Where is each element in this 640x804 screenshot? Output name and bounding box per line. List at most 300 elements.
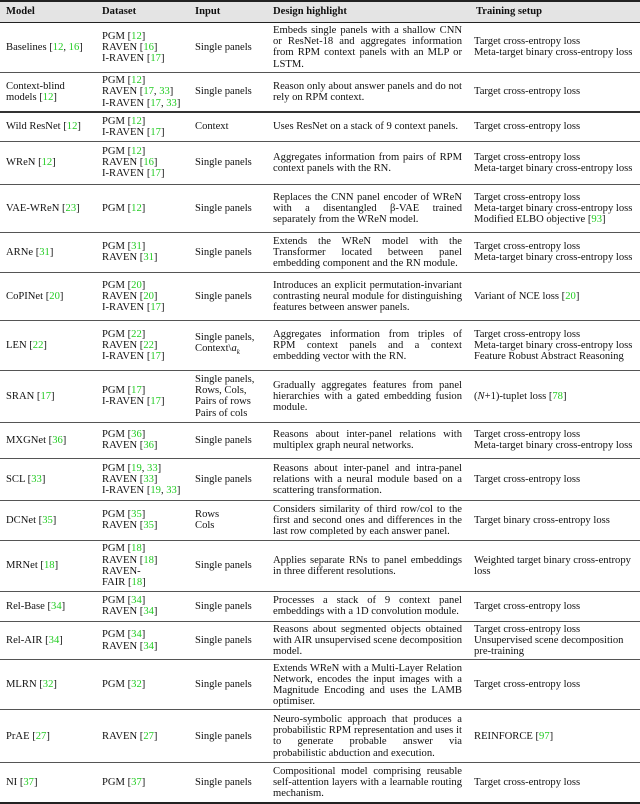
citation-link[interactable]: 33	[143, 473, 154, 485]
dataset-cell-text: PGM [12]	[102, 115, 146, 127]
dataset-cell-text: PGM [12]	[102, 146, 146, 157]
table-header	[0, 1, 640, 23]
dataset-cell-text: RAVEN [33]	[102, 473, 158, 485]
design-cell-text: Extends the WReN model with the Transformer located between panel embedding component and the RN module.	[273, 235, 462, 269]
dataset-cell-text: RAVEN [36]	[102, 440, 158, 452]
dataset-cell	[96, 710, 189, 763]
design-cell-text: Introduces an explicit permutation-invariant contrasting neural module for distinguishing features between answer panels.	[273, 279, 462, 313]
header-dataset: Dataset	[102, 6, 137, 18]
input-cell-text: Single panels	[195, 86, 252, 98]
dataset-cell-text: RAVEN [16]	[102, 157, 158, 169]
training-cell	[470, 458, 640, 500]
training-cell-text: Variant of NCE loss [20]	[474, 290, 580, 302]
training-cell	[470, 370, 640, 422]
dataset-cell-text: PGM [37]	[102, 777, 146, 789]
citation-link[interactable]: 20	[143, 290, 154, 302]
citation-link[interactable]: 34	[131, 595, 142, 607]
table-row	[0, 422, 640, 458]
input-cell-text: Single panels	[195, 679, 252, 691]
header-training-setup: Training setup	[476, 6, 543, 18]
dataset-cell	[96, 763, 189, 803]
citation-link[interactable]: 33	[31, 473, 42, 485]
header-design-highlight: Design highlight	[273, 6, 347, 18]
citation-link[interactable]: 34	[131, 629, 142, 641]
dataset-cell	[96, 184, 189, 232]
design-cell-text: Reasons about segmented objects obtained with AIR unsupervised scene decomposition model.	[273, 623, 462, 658]
model-cell	[0, 422, 96, 458]
dataset-cell	[96, 141, 189, 184]
header-model: Model	[6, 6, 35, 18]
model-cell	[0, 591, 96, 621]
input-cell	[189, 422, 267, 458]
model-cell	[0, 232, 96, 272]
training-cell-text: Target cross-entropy loss	[474, 151, 581, 163]
training-cell-text: Meta-target binary cross-entropy loss	[474, 162, 633, 174]
dataset-cell	[96, 540, 189, 591]
training-cell	[470, 422, 640, 458]
training-cell-text: Target cross-entropy loss	[474, 121, 581, 133]
training-cell	[470, 710, 640, 763]
dataset-cell-text: FAIR [18]	[102, 577, 146, 589]
input-cell-text: Rows	[195, 509, 220, 521]
training-cell-text: Modified ELBO objective [93]	[474, 213, 606, 225]
citation-link[interactable]: 34	[51, 600, 62, 612]
table-row	[0, 540, 640, 591]
design-cell-text: Applies separate RNs to panel embeddings in three different resolutions.	[273, 554, 462, 577]
training-cell-text: (N+1)-tuplet loss [78]	[474, 390, 567, 402]
training-cell-text: Target cross-entropy loss	[474, 623, 581, 635]
model-cell-text: NI [37]	[6, 777, 38, 789]
model-cell-text: Rel-AIR [34]	[6, 635, 63, 647]
model-cell-text: WReN [12]	[6, 157, 56, 169]
training-cell-text: Target cross-entropy loss	[474, 429, 581, 441]
input-cell-text: Single panels	[195, 635, 252, 647]
training-cell-text: Target binary cross-entropy loss	[474, 514, 610, 526]
training-cell-text: Meta-target binary cross-entropy loss	[474, 339, 633, 351]
design-cell	[267, 141, 470, 184]
training-cell	[470, 660, 640, 710]
dataset-cell	[96, 500, 189, 540]
citation-link[interactable]: 23	[65, 202, 77, 214]
model-cell-text: MRNet [18]	[6, 560, 59, 572]
citation-link[interactable]: 18	[43, 560, 55, 572]
design-cell	[267, 500, 470, 540]
citation-link[interactable]: 36	[143, 440, 154, 452]
dataset-cell-text: PGM [32]	[102, 679, 146, 691]
input-cell	[189, 763, 267, 803]
dataset-cell-text: RAVEN [34]	[102, 606, 158, 618]
table-row	[0, 458, 640, 500]
dataset-cell-text: I-RAVEN [17]	[102, 396, 165, 408]
training-cell-text: Target cross-entropy loss	[474, 600, 581, 612]
citation-link[interactable]: 17	[131, 385, 142, 397]
input-cell	[189, 540, 267, 591]
dataset-cell-text: PGM [12]	[102, 75, 146, 87]
training-cell-text: Target cross-entropy loss	[474, 86, 581, 98]
design-cell-text: Extends WReN with a Multi-Layer Relation Network, encodes the input images with a Magnitude Encoding and uses the LAMB optimiser.	[273, 662, 462, 708]
table-row	[0, 232, 640, 272]
design-cell-text: Gradually aggregates features from panel hierarchies with a gated embedding fusion module.	[273, 379, 462, 413]
citation-link[interactable]: 34	[143, 606, 154, 618]
citation-link[interactable]: 12	[41, 157, 53, 169]
input-cell-text: Single panels	[195, 560, 252, 572]
citation-link[interactable]: 20	[131, 279, 142, 291]
citation-link[interactable]: 12	[131, 115, 142, 127]
input-cell-text: Pairs of rows	[195, 396, 251, 408]
training-cell-text: Meta-target binary cross-entropy loss	[474, 440, 633, 452]
citation-link[interactable]: 33	[159, 86, 170, 98]
design-cell	[267, 320, 470, 370]
input-cell	[189, 370, 267, 422]
table-row	[0, 500, 640, 540]
design-cell-text: Compositional model comprising reusable self-attention layers with a learnable routing mechanism.	[273, 765, 462, 800]
model-cell	[0, 72, 96, 112]
input-cell	[189, 141, 267, 184]
model-cell	[0, 500, 96, 540]
citation-link[interactable]: 12	[52, 41, 64, 53]
input-cell-text: Single panels	[195, 157, 252, 169]
training-cell-text: Weighted target binary cross-entropy loss	[474, 554, 631, 577]
training-cell	[470, 540, 640, 591]
dataset-cell-text: PGM [34]	[102, 595, 146, 607]
citation-link[interactable]: 33	[166, 97, 177, 109]
input-cell-text: Single panels	[195, 600, 252, 612]
model-cell	[0, 710, 96, 763]
citation-link[interactable]: 17	[150, 396, 161, 408]
input-cell-text: Single panels	[195, 246, 252, 258]
citation-link[interactable]: 35	[143, 520, 154, 532]
model-cell-text: LEN [22]	[6, 339, 47, 351]
table-row	[0, 591, 640, 621]
dataset-cell-text: RAVEN [22]	[102, 339, 158, 351]
citation-link[interactable]: 20	[49, 290, 60, 302]
design-cell-text: Reason only about answer panels and do not rely on RPM context.	[273, 80, 462, 104]
training-cell-text: Unsupervised scene decomposition pre-training	[474, 635, 624, 658]
design-cell	[267, 23, 470, 73]
citation-link[interactable]: 12	[131, 202, 142, 214]
table-row	[0, 370, 640, 422]
dataset-cell-text: I-RAVEN [17]	[102, 168, 165, 180]
dataset-cell-text: RAVEN [16]	[102, 41, 158, 53]
input-cell	[189, 591, 267, 621]
input-cell	[189, 112, 267, 141]
design-cell	[267, 458, 470, 500]
input-cell	[189, 621, 267, 660]
dataset-cell-text: RAVEN [17, 33]	[102, 86, 174, 98]
citation-link[interactable]: 34	[48, 635, 60, 647]
dataset-cell	[96, 112, 189, 141]
dataset-cell-text: PGM [17]	[102, 385, 146, 397]
citation-link[interactable]: 22	[131, 328, 142, 340]
input-cell-text: Single panels,	[195, 332, 255, 344]
citation-link[interactable]: 16	[143, 157, 154, 169]
input-cell-text: Single panels	[195, 202, 252, 214]
citation-link[interactable]: 35	[131, 509, 142, 521]
training-cell	[470, 141, 640, 184]
header-input: Input	[195, 6, 221, 18]
model-cell	[0, 141, 96, 184]
citation-link[interactable]: 97	[539, 730, 550, 742]
model-cell	[0, 540, 96, 591]
design-cell	[267, 370, 470, 422]
dataset-cell	[96, 660, 189, 710]
citation-link[interactable]: 19	[150, 484, 161, 496]
dataset-cell-text: I-RAVEN [17, 33]	[102, 97, 181, 109]
citation-link[interactable]: 16	[143, 41, 154, 53]
dataset-cell-text: RAVEN [31]	[102, 252, 158, 264]
input-cell	[189, 660, 267, 710]
dataset-cell	[96, 621, 189, 660]
dataset-cell-text: PGM [35]	[102, 509, 146, 521]
dataset-cell-text: I-RAVEN [17]	[102, 127, 165, 139]
model-cell	[0, 112, 96, 141]
citation-link[interactable]: 31	[131, 241, 142, 253]
input-cell	[189, 320, 267, 370]
citation-link[interactable]: 17	[150, 97, 161, 109]
citation-link[interactable]: 17	[150, 127, 161, 139]
citation-link[interactable]: 31	[143, 252, 154, 264]
citation-link[interactable]: 18	[131, 543, 142, 555]
dataset-cell-text: RAVEN [35]	[102, 520, 158, 532]
model-cell-text: VAE-WReN [23]	[6, 202, 80, 214]
training-cell	[470, 72, 640, 112]
dataset-cell-text: PGM [36]	[102, 429, 146, 441]
dataset-cell	[96, 272, 189, 320]
model-cell-text: Baselines [12, 16]	[6, 41, 83, 53]
input-cell-text: Single panels	[195, 473, 252, 485]
model-cell	[0, 272, 96, 320]
input-cell-text: Single panels	[195, 434, 252, 446]
training-cell-text: Meta-target binary cross-entropy loss	[474, 47, 633, 59]
design-cell-text: Reasons about inter-panel relations with multiplex graph neural networks.	[273, 429, 462, 452]
dataset-cell-text: PGM [18]	[102, 543, 146, 555]
citation-link[interactable]: 17	[150, 301, 161, 313]
model-cell	[0, 370, 96, 422]
citation-link[interactable]: 93	[591, 213, 602, 225]
design-cell	[267, 232, 470, 272]
design-cell-text: Neuro-symbolic approach that produces a probabilistic RPM representation and uses it to generate probable answer via probabilistic abduction and execution.	[273, 714, 462, 759]
citation-link[interactable]: 16	[68, 41, 80, 53]
design-cell	[267, 184, 470, 232]
model-cell	[0, 184, 96, 232]
input-cell-text: Pairs of cols	[195, 407, 248, 419]
model-cell-text: MXGNet [36]	[6, 434, 67, 446]
table-row	[0, 23, 640, 73]
citation-link[interactable]: 36	[131, 429, 142, 441]
model-cell-text: SRAN [17]	[6, 390, 55, 402]
input-cell	[189, 72, 267, 112]
dataset-cell	[96, 23, 189, 73]
input-cell-text: Cols	[195, 520, 215, 532]
training-cell-text: Target cross-entropy loss	[474, 679, 581, 691]
input-cell-text: $Context\backslash a_k$	[195, 343, 240, 357]
design-cell	[267, 540, 470, 591]
citation-link[interactable]: 32	[131, 679, 142, 691]
training-cell	[470, 591, 640, 621]
training-cell-text: Target cross-entropy loss	[474, 328, 581, 340]
design-cell	[267, 660, 470, 710]
design-cell-text: Uses ResNet on a stack of 9 context panels.	[273, 121, 459, 133]
citation-link[interactable]: 35	[42, 514, 53, 526]
design-cell	[267, 112, 470, 141]
model-cell	[0, 23, 96, 73]
training-cell-text: REINFORCE [97]	[474, 730, 554, 742]
table-row	[0, 763, 640, 803]
table-row	[0, 621, 640, 660]
dataset-cell-text: RAVEN [27]	[102, 730, 158, 742]
citation-link[interactable]: 22	[32, 339, 44, 351]
training-cell	[470, 272, 640, 320]
training-cell	[470, 23, 640, 73]
input-cell-text: Rows, Cols,	[195, 385, 247, 397]
citation-link[interactable]: 17	[150, 168, 161, 180]
dataset-cell-text: PGM [12]	[102, 202, 146, 214]
dataset-cell-text: PGM [22]	[102, 328, 146, 340]
model-cell	[0, 458, 96, 500]
training-cell	[470, 621, 640, 660]
design-cell-text: Aggregates information from pairs of RPM context panels with the RN.	[273, 151, 462, 174]
citation-link[interactable]: 12	[131, 30, 142, 42]
design-cell-text: Considers similarity of third row/col to the first and second ones and differences in the last row completed by each answer panel.	[273, 503, 462, 537]
model-cell-text: SCL [33]	[6, 473, 46, 485]
input-cell	[189, 272, 267, 320]
input-cell-text: Single panels,	[195, 373, 255, 385]
dataset-cell-text: PGM [31]	[102, 241, 146, 253]
citation-link[interactable]: 17	[40, 390, 52, 402]
input-cell	[189, 710, 267, 763]
training-cell-text: Target cross-entropy loss	[474, 191, 581, 203]
citation-link[interactable]: 18	[143, 554, 154, 566]
training-cell	[470, 763, 640, 803]
model-cell-text: Context-blind models [12]	[6, 80, 65, 104]
citation-link[interactable]: 22	[143, 339, 154, 351]
design-cell-text: Replaces the CNN panel encoder of WReN with a disentangled β-VAE trained separately from the WReN model.	[273, 191, 462, 225]
input-cell	[189, 458, 267, 500]
citation-link[interactable]: 18	[131, 577, 143, 589]
design-cell	[267, 710, 470, 763]
design-cell	[267, 422, 470, 458]
table-row	[0, 272, 640, 320]
citation-link[interactable]: 36	[52, 434, 63, 446]
dataset-cell-text: I-RAVEN [17]	[102, 301, 165, 313]
citation-link[interactable]: 33	[166, 484, 177, 496]
citation-link[interactable]: 27	[35, 730, 47, 742]
model-cell-text: Rel-Base [34]	[6, 600, 66, 612]
citation-link[interactable]: 12	[42, 92, 54, 104]
dataset-cell	[96, 72, 189, 112]
dataset-cell	[96, 370, 189, 422]
dataset-cell-text: I-RAVEN [17]	[102, 350, 165, 362]
model-cell-text: ARNe [31]	[6, 246, 54, 258]
citation-link[interactable]: 27	[143, 730, 154, 742]
citation-link[interactable]: 20	[565, 290, 576, 302]
dataset-cell-text: RAVEN [18]	[102, 554, 158, 566]
design-cell	[267, 763, 470, 803]
citation-link[interactable]: 32	[42, 679, 54, 691]
citation-link[interactable]: 34	[143, 640, 154, 652]
dataset-cell-text: RAVEN [34]	[102, 640, 158, 652]
input-cell	[189, 500, 267, 540]
input-cell-text: Single panels	[195, 41, 252, 53]
design-cell-text: Reasons about inter-panel and intra-panel relations with a neural module based on a scattering transformation.	[273, 462, 462, 496]
table-row	[0, 141, 640, 184]
table-row	[0, 660, 640, 710]
input-cell-text: Single panels	[195, 777, 252, 789]
citation-link[interactable]: 33	[147, 462, 158, 474]
dataset-cell-text: RAVEN-	[102, 565, 141, 577]
table-row	[0, 320, 640, 370]
training-cell	[470, 500, 640, 540]
design-cell	[267, 591, 470, 621]
dataset-cell	[96, 320, 189, 370]
model-cell-text: CoPINet [20]	[6, 290, 64, 302]
table-body	[0, 23, 640, 803]
input-cell-text: Context	[195, 121, 229, 133]
model-cell-text: DCNet [35]	[6, 514, 57, 526]
citation-link[interactable]: 37	[23, 777, 34, 789]
design-cell	[267, 272, 470, 320]
training-cell-text: Target cross-entropy loss	[474, 36, 581, 48]
table-row	[0, 72, 640, 112]
citation-link[interactable]: 12	[66, 121, 78, 133]
dataset-cell-text: PGM [20]	[102, 279, 146, 291]
model-cell	[0, 763, 96, 803]
training-cell-text: Target cross-entropy loss	[474, 241, 581, 253]
citation-link[interactable]: 17	[150, 53, 161, 64]
model-cell	[0, 320, 96, 370]
training-cell-text: Feature Robust Abstract Reasoning	[474, 350, 624, 362]
model-cell	[0, 621, 96, 660]
citation-link[interactable]: 19	[131, 462, 142, 474]
input-cell-text: Single panels	[195, 290, 252, 302]
model-cell-text: Wild ResNet [12]	[6, 121, 81, 133]
training-cell	[470, 184, 640, 232]
input-cell	[189, 23, 267, 73]
citation-link[interactable]: 31	[39, 246, 50, 258]
dataset-cell	[96, 422, 189, 458]
training-cell-text: Target cross-entropy loss	[474, 473, 581, 485]
training-cell-text: Target cross-entropy loss	[474, 777, 581, 789]
citation-link[interactable]: 17	[150, 350, 161, 362]
training-cell	[470, 112, 640, 141]
input-cell	[189, 232, 267, 272]
design-cell-text: Embeds single panels with a shallow CNN or ResNet-18 and aggregates information from RPM context panels with an MLP or LSTM.	[273, 25, 462, 70]
citation-link[interactable]: 12	[131, 75, 142, 87]
citation-link[interactable]: 78	[552, 390, 563, 402]
model-cell	[0, 660, 96, 710]
dataset-cell	[96, 591, 189, 621]
design-cell-text: Aggregates information from triples of RPM context panels and a context embedding vector with the RN.	[273, 328, 462, 362]
dataset-cell	[96, 232, 189, 272]
model-cell-text: MLRN [32]	[6, 679, 57, 691]
citation-link[interactable]: 12	[131, 146, 142, 157]
design-cell	[267, 72, 470, 112]
training-cell	[470, 232, 640, 272]
design-cell-text: Processes a stack of 9 context panel embeddings with a 1D convolution module.	[273, 595, 462, 618]
input-cell-text: Single panels	[195, 730, 252, 742]
training-cell	[470, 320, 640, 370]
model-cell-text: PrAE [27]	[6, 730, 50, 742]
training-cell-text: Meta-target binary cross-entropy loss	[474, 202, 633, 214]
citation-link[interactable]: 37	[131, 777, 142, 789]
dataset-cell	[96, 458, 189, 500]
dataset-cell-text: PGM [12]	[102, 30, 146, 42]
table-row	[0, 112, 640, 141]
citation-link[interactable]: 17	[143, 86, 154, 98]
table-row	[0, 184, 640, 232]
dataset-cell-text: I-RAVEN [19, 33]	[102, 484, 181, 496]
design-cell	[267, 621, 470, 660]
